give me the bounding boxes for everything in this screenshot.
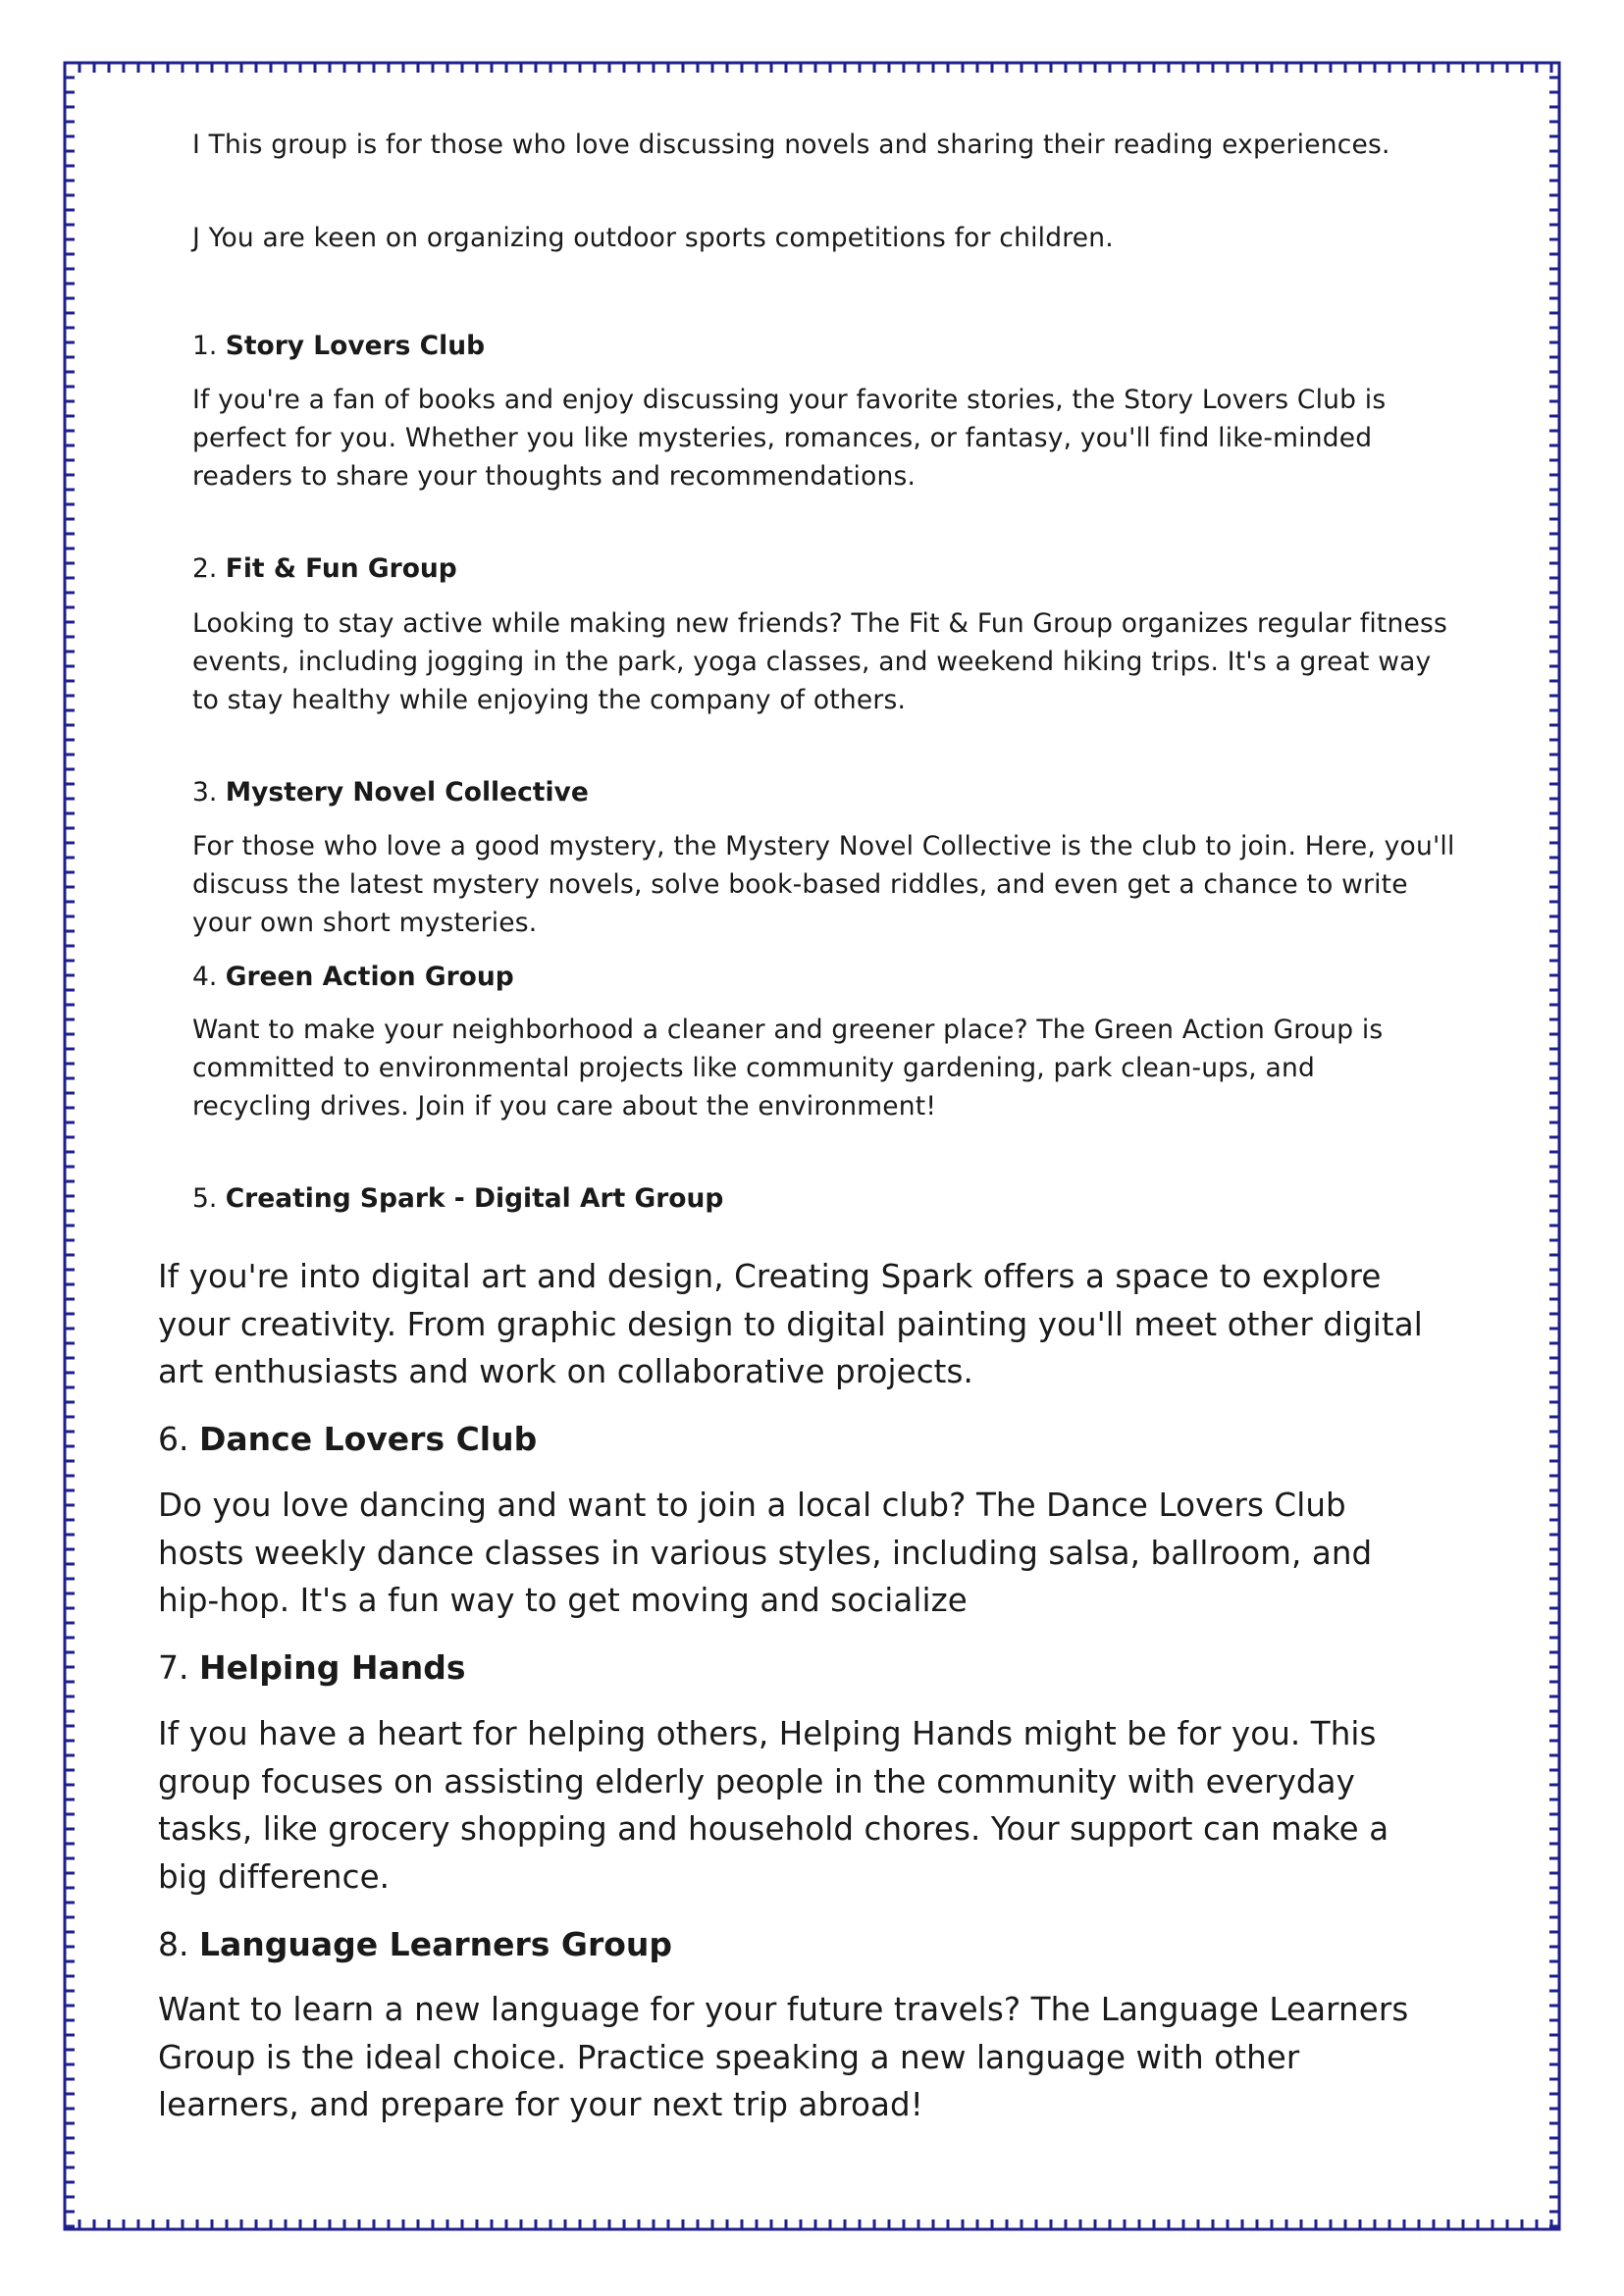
club-heading-6 xyxy=(158,1416,537,1463)
club-title: Dance Lovers Club xyxy=(199,1420,538,1458)
club-title: Creating Spark - Digital Art Group xyxy=(225,1183,724,1214)
club-title: Fit & Fun Group xyxy=(225,553,457,584)
club-number: 7. xyxy=(158,1648,189,1687)
club-heading-2 xyxy=(192,549,457,588)
club-heading-8 xyxy=(158,1921,672,1968)
club-description-1: If you're a fan of books and enjoy discussing your favorite stories, the Story Lovers Club is perfect for you. Whether you like mysteries, romances, or fantasy, you'll find like-minded readers to share your thoughts and recommendations. xyxy=(192,385,1387,492)
club-description-2: Looking to stay active while making new friends? The Fit & Fun Group organizes regular fitness events, including jogging in the park, yoga classes, and weekend hiking trips. It's a great way to stay healthy while enjoying the company of others. xyxy=(192,608,1447,715)
club-number: 5. xyxy=(192,1183,218,1214)
club-number: 8. xyxy=(158,1925,189,1963)
club-title: Helping Hands xyxy=(199,1648,466,1687)
club-title: Mystery Novel Collective xyxy=(225,777,589,808)
statement-j: J You are keen on organizing outdoor sports competitions for children. xyxy=(192,223,1114,253)
club-heading-1 xyxy=(192,327,485,365)
club-heading-4 xyxy=(192,958,514,996)
club-number: 6. xyxy=(158,1420,189,1458)
club-description-7: If you have a heart for helping others, Helping Hands might be for you. This group focuses on assisting elderly people in the community with everyday tasks, like grocery shopping and household chores. Your support can make a big difference. xyxy=(158,1715,1389,1896)
club-description-5: If you're into digital art and design, Creating Spark offers a space to explore your creativity. From graphic design to digital painting you'll meet other digital art enthusiasts and work on collaborative projects. xyxy=(158,1258,1423,1390)
club-number: 3. xyxy=(192,777,218,808)
club-description-4: Want to make your neighborhood a cleaner and greener place? The Green Action Group is committed to environmental projects like community gardening, park clean-ups, and recycling drives. Join if you care about the environment! xyxy=(192,1015,1384,1122)
club-description-3: For those who love a good mystery, the Mystery Novel Collective is the club to join. Here, you'll discuss the latest mystery novels, solve book-based riddles, and even get a chance to write your own short mysteries. xyxy=(192,831,1455,938)
club-description-6: Do you love dancing and want to join a local club? The Dance Lovers Club hosts weekly dance classes in various styles, including salsa, ballroom, and hip-hop. It's a fun way to get moving and socialize xyxy=(158,1487,1373,1619)
club-number: 2. xyxy=(192,553,218,584)
club-title: Language Learners Group xyxy=(199,1925,673,1963)
club-number: 4. xyxy=(192,962,218,992)
statement-i: I This group is for those who love discussing novels and sharing their reading experiences. xyxy=(192,130,1390,160)
club-number: 1. xyxy=(192,331,218,361)
club-heading-3 xyxy=(192,773,589,811)
club-heading-5 xyxy=(192,1179,723,1218)
club-heading-7 xyxy=(158,1644,466,1692)
club-title: Story Lovers Club xyxy=(225,331,486,361)
club-title: Green Action Group xyxy=(225,962,514,992)
club-description-8: Want to learn a new language for your future travels? The Language Learners Group is the ideal choice. Practice speaking a new language with other learners, and prepare for your next trip abroad! xyxy=(158,1991,1409,2123)
